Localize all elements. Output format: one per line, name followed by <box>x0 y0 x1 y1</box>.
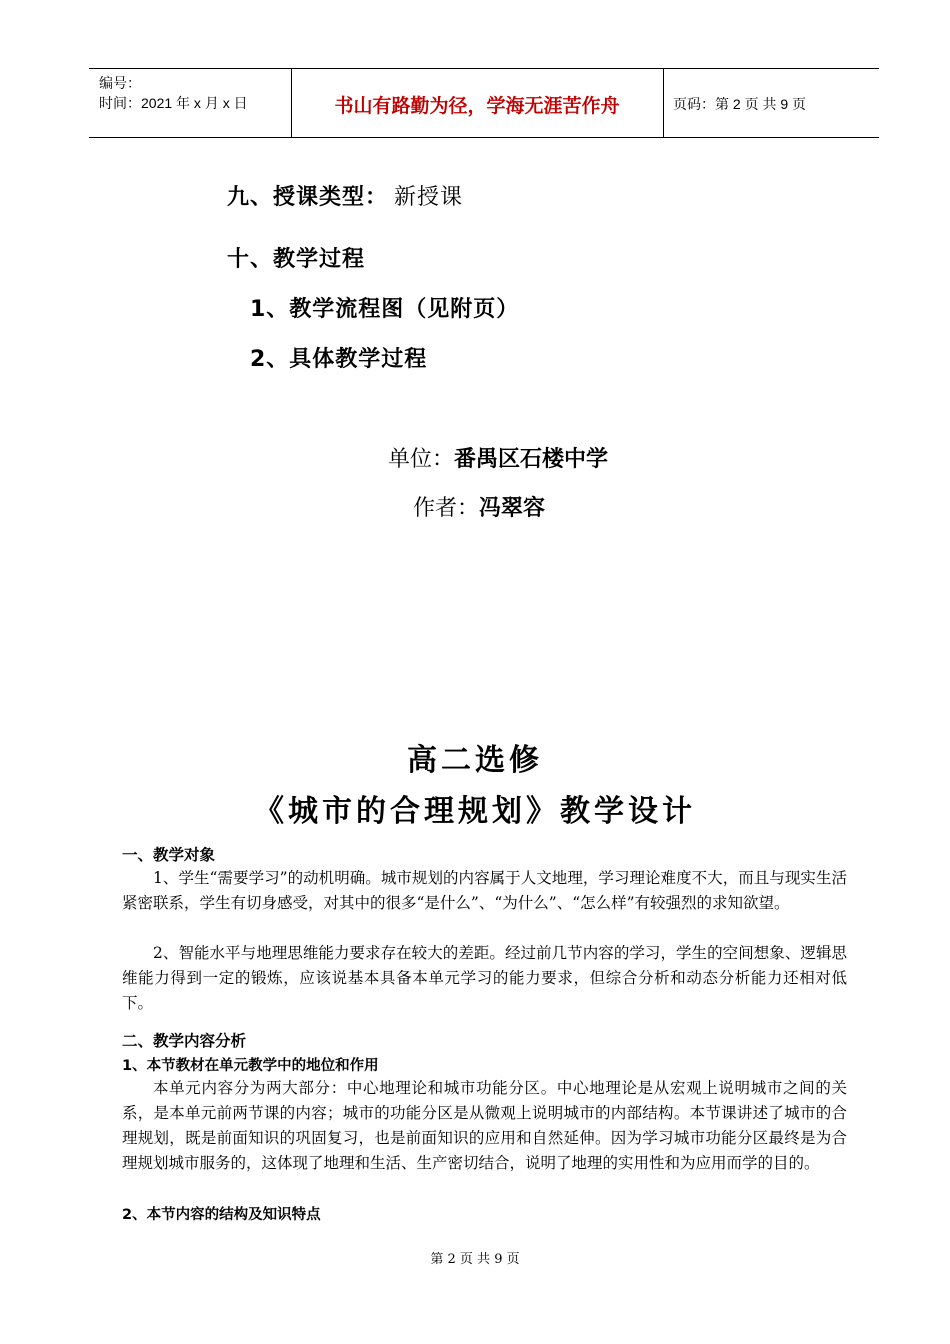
time-label: 时间：2021 年 x 月 x 日 <box>99 95 248 111</box>
unit-value: 番禺区石楼中学 <box>454 447 609 472</box>
doc-number-label: 编号： <box>99 75 141 91</box>
header-motto-cell <box>291 69 664 137</box>
flowchart-heading: 1、教学流程图（见附页） <box>250 297 520 322</box>
teaching-process-heading: 十、教学过程 <box>227 247 366 272</box>
author-label: 作者： <box>413 496 480 521</box>
design-title-line2: 《城市的合理规划》教学设计 <box>254 794 696 829</box>
section2-subheading1: 1、本节教材在单元教学中的地位和作用 <box>122 1058 379 1074</box>
section1-paragraph2: 2、智能水平与地理思维能力要求存在较大的差距。经过前几节内容的学习，学生的空间想象、逻辑思维能力得到一定的锻炼，应该说基本具备本单元学习的能力要求，但综合分析和动态分析能力还相对低下。 <box>122 944 847 1012</box>
section1-paragraph1: 1、学生“需要学习”的动机明确。城市规划的内容属于人文地理，学习理论难度不大，而且与现实生活紧密联系，学生有切身感受，对其中的很多“是什么”、“为什么”、“怎么样”有较强烈的求知欲望。 <box>122 869 847 912</box>
header-page-cell <box>663 69 879 137</box>
header-page-info: 页码：第 2 页 共 9 页 <box>673 96 807 112</box>
author-value: 冯翠容 <box>479 496 546 521</box>
design-title-line1: 高二选修 <box>407 743 543 778</box>
teaching-type-label: 九、授课类型： <box>227 185 389 210</box>
detailed-process-heading: 2、具体教学过程 <box>250 347 428 372</box>
header-motto: 书山有路勤为径，学海无涯苦作舟 <box>334 95 620 117</box>
section1-heading: 一、教学对象 <box>122 846 216 864</box>
section2-subheading2: 2、本节内容的结构及知识特点 <box>122 1207 321 1223</box>
unit-label: 单位： <box>388 447 455 472</box>
section2-heading: 二、教学内容分析 <box>122 1032 247 1050</box>
author-line <box>413 491 545 522</box>
header-left-cell <box>89 69 292 137</box>
unit-line <box>388 442 608 473</box>
section2-paragraph1: 本单元内容分为两大部分：中心地理论和城市功能分区。中心地理论是从宏观上说明城市之间的关系，是本单元前两节课的内容；城市的功能分区是从微观上说明城市的内部结构。本节课讲述了城市的合理规划，既是前面知识的巩固复习，也是前面知识的应用和自然延伸。因为学习城市功能分区最终是为合理规划城市服务的，这体现了地理和生活、生产密切结合，说明了地理的实用性和为应用而学的目的。 <box>122 1079 847 1172</box>
teaching-type-value: 新授课 <box>394 185 464 210</box>
page-header <box>89 68 879 138</box>
page-footer: 第 2 页 共 9 页 <box>430 1252 520 1267</box>
teaching-type-line <box>227 180 463 211</box>
